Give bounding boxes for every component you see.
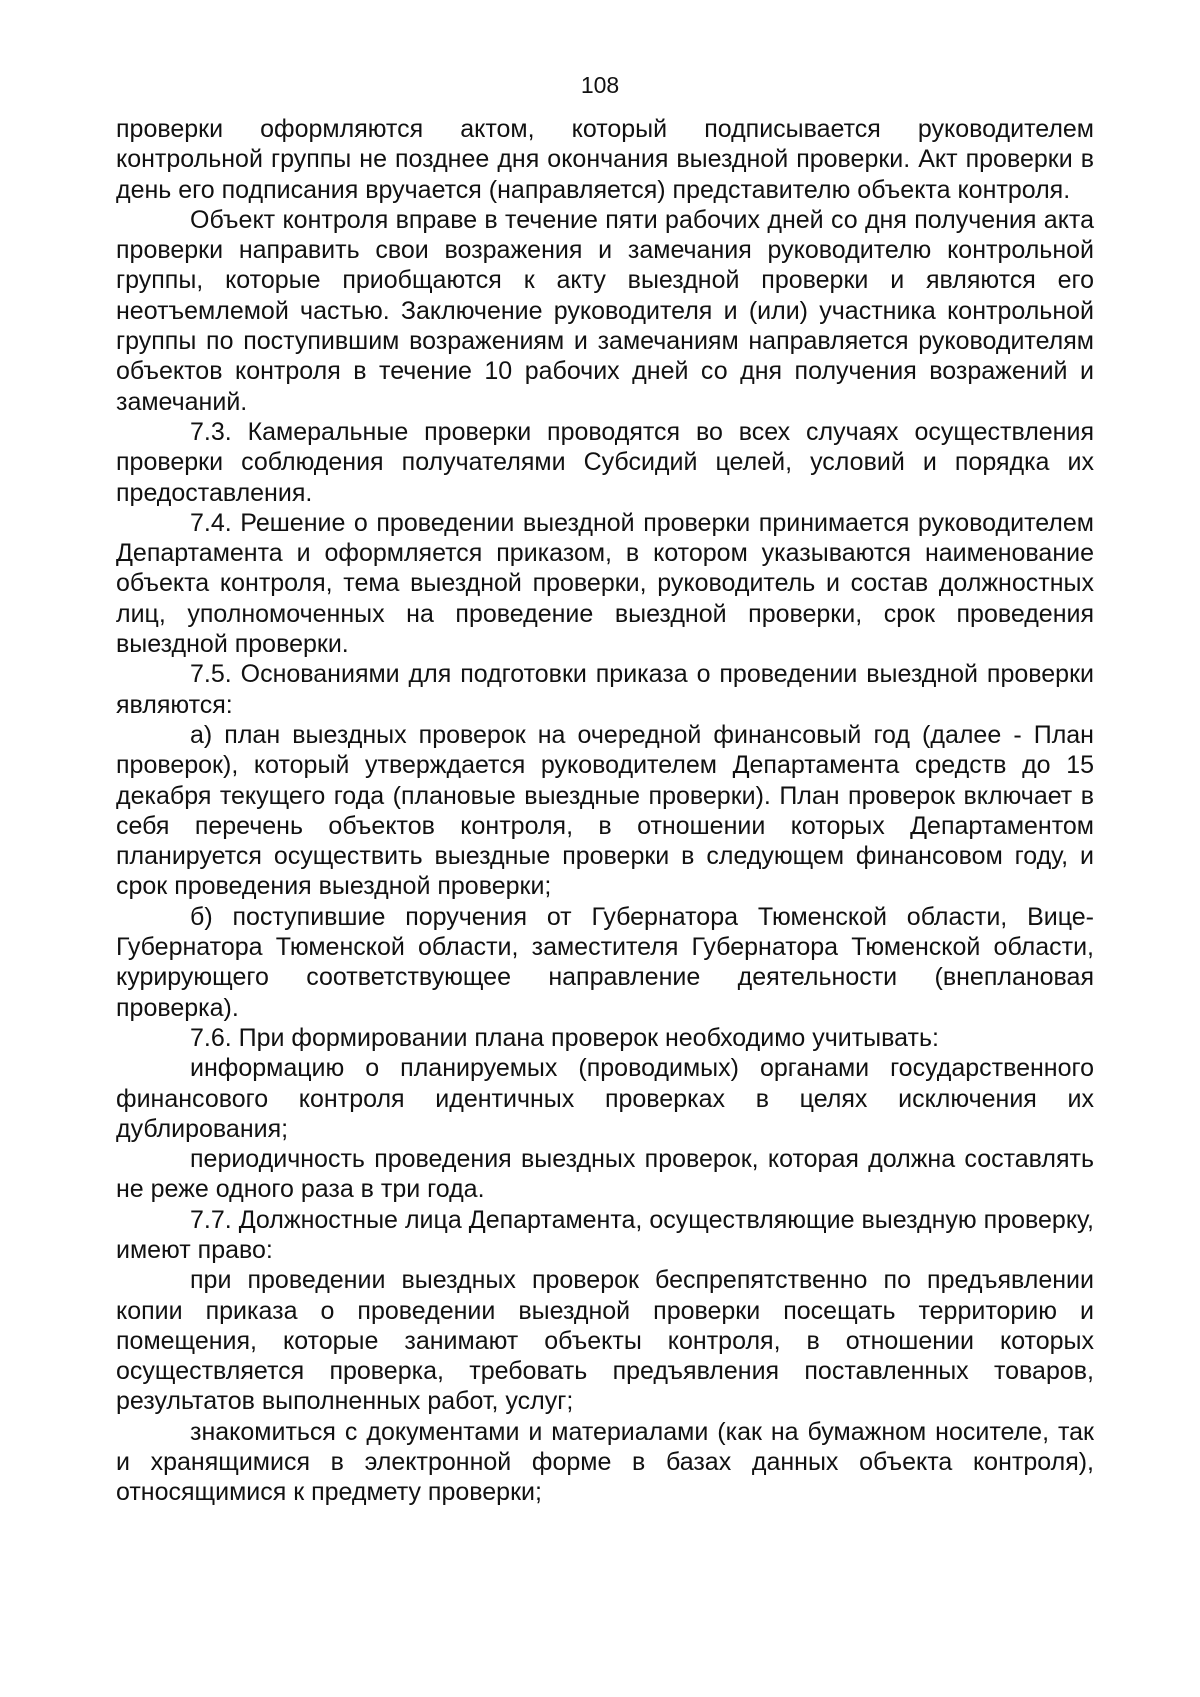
paragraph: знакомиться с документами и материалами (как на бумажном носителе, так и хранящимися в электронной форме в базах данных объекта контроля), относящимися к предмету проверки; <box>116 1417 1094 1507</box>
paragraph: 7.7. Должностные лица Департамента, осуществляющие выездную проверку, имеют право: <box>116 1205 1094 1264</box>
paragraph: 7.6. При формировании плана проверок необходимо учитывать: <box>190 1023 939 1052</box>
paragraph: Объект контроля вправе в течение пяти рабочих дней со дня получения акта проверки направить свои возражения и замечания руководителю контрольной группы, которые приобщаются к акту выездной проверки и являются его неотъемлемой частью. Заключение руководителя и (или) участника контрольной группы по поступившим возражениям и замечаниям направляется руководителям объектов контроля в течение 10 рабочих дней со дня получения возражений и замечаний. <box>116 205 1094 416</box>
page-number: 108 <box>580 72 620 98</box>
paragraph: 7.3. Камеральные проверки проводятся во всех случаях осуществления проверки соблюдения получателями Субсидий целей, условий и порядка их предоставления. <box>116 417 1094 507</box>
paragraph: 7.4. Решение о проведении выездной проверки принимается руководителем Департамента и оформляется приказом, в котором указываются наименование объекта контроля, тема выездной проверки, руководитель и состав должностных лиц, уполномоченных на проведение выездной проверки, срок проведения выездной проверки. <box>116 508 1094 659</box>
paragraph: информацию о планируемых (проводимых) органами государственного финансового контроля идентичных проверках в целях исключения их дублирования; <box>116 1054 1094 1143</box>
paragraph: проверки оформляются актом, который подписывается руководителем контрольной группы не позднее дня окончания выездной проверки. Акт проверки в день его подписания вручается (направляется) представителю объекта контроля. <box>116 115 1094 204</box>
paragraph: а) план выездных проверок на очередной финансовый год (далее - План проверок), который утверждается руководителем Департамента средств до 15 декабря текущего года (плановые выездные проверки). План проверок включает в себя перечень объектов контроля, в отношении которых Департаментом планируется осуществить выездные проверки в следующем финансовом году, и срок проведения выездной проверки; <box>116 720 1094 901</box>
paragraph: периодичность проведения выездных проверок, которая должна составлять не реже одного раза в три года. <box>116 1145 1094 1204</box>
paragraph: при проведении выездных проверок беспрепятственно по предъявлении копии приказа о проведении выездной проверки посещать территорию и помещения, которые занимают объекты контроля, в отношении которых осуществляется проверка, требовать предъявления поставленных товаров, результатов выполненных работ, услуг; <box>116 1266 1094 1416</box>
document-body <box>116 114 1094 1508</box>
paragraph: б) поступившие поручения от Губернатора Тюменской области, Вице-Губернатора Тюменской области, заместителя Губернатора Тюменской области, курирующего соответствующее направление деятельности (внеплановая проверка). <box>116 902 1094 1022</box>
paragraph: 7.5. Основаниями для подготовки приказа о проведении выездной проверки являются: <box>116 660 1094 719</box>
